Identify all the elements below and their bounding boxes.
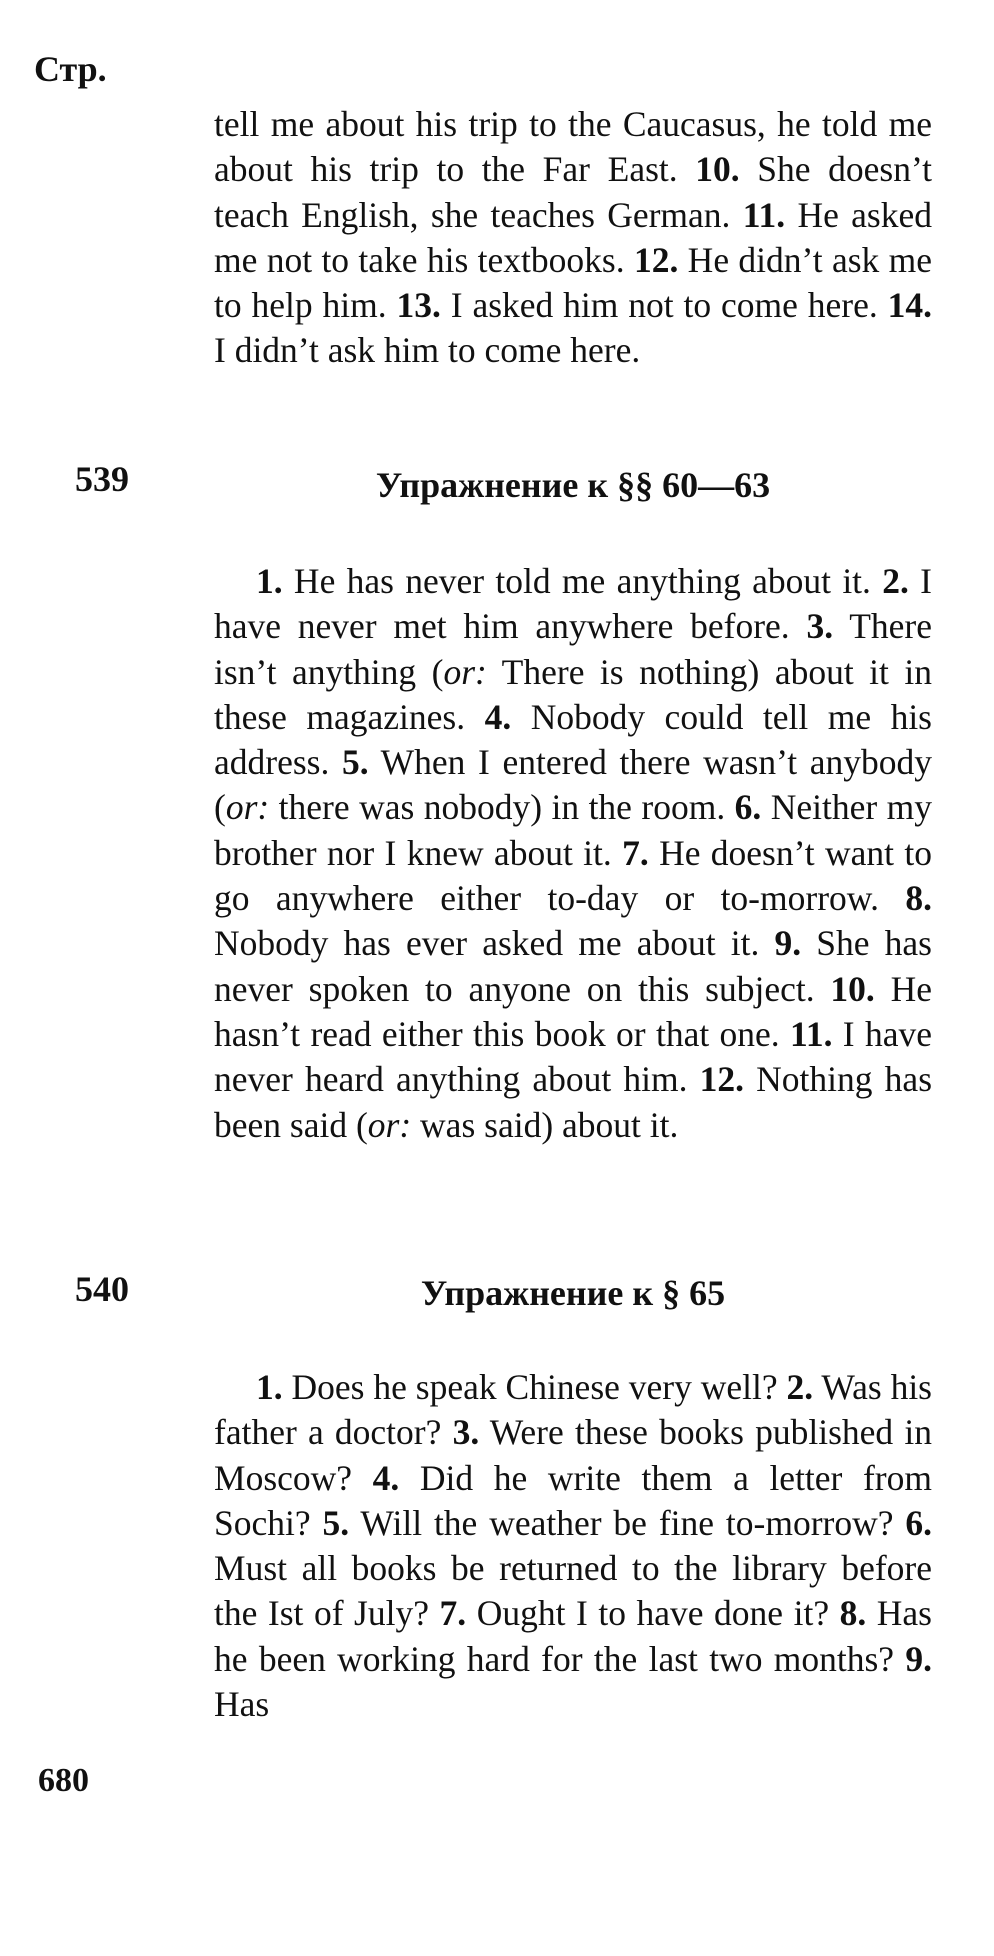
exercise-number: 539 <box>75 459 129 499</box>
text-run: He asked me not to take his textbooks. <box>214 194 932 280</box>
text-run: She doesn’t teach English, she teaches German. <box>214 149 932 235</box>
item-number: 14. <box>887 285 932 326</box>
item-number: 11. <box>790 1013 833 1054</box>
item-number: 5. <box>322 1502 350 1543</box>
alt-marker: or: <box>367 1104 412 1145</box>
text-run: Was his father a doctor? <box>214 1367 932 1453</box>
item-number: 4. <box>484 696 512 737</box>
text-run: Has he been working hard for the last two months? <box>214 1593 932 1679</box>
item-number: 2. <box>786 1367 814 1407</box>
text-run: Has <box>214 1684 270 1725</box>
continued-answers-block <box>214 102 932 374</box>
item-number: 9. <box>774 923 802 964</box>
text-run: Must all books be returned to the library before the Ist of July? <box>214 1548 932 1634</box>
text-run: He has never told me anything about it. <box>282 561 883 601</box>
text-run: There isn’t anything ( <box>214 606 932 692</box>
exercise-heading: Упражнение к § 65 <box>420 1273 726 1313</box>
page-number: 680 <box>38 1762 89 1799</box>
item-number: 10. <box>695 149 740 190</box>
text-run: was said) about it. <box>411 1104 679 1145</box>
item-number: 4. <box>372 1457 400 1498</box>
text-run: Neither my brother nor I knew about it. <box>214 787 932 873</box>
paragraph <box>214 1365 932 1727</box>
text-run: Were these books published in Moscow? <box>214 1412 932 1498</box>
exercise-answers-block <box>214 559 932 1148</box>
text-run: She has never spoken to anyone on this subject. <box>214 923 932 1009</box>
item-number: 5. <box>341 742 369 783</box>
text-run: Did he write them a letter from Sochi? <box>214 1457 932 1543</box>
item-number: 3. <box>452 1412 480 1453</box>
item-number: 6. <box>734 787 762 828</box>
item-number: 1. <box>256 561 283 601</box>
text-run: When I entered there wasn’t anybody ( <box>214 742 933 828</box>
exercise-heading: Упражнение к §§ 60—63 <box>375 465 771 505</box>
paragraph <box>214 102 932 374</box>
text-run: He hasn’t read either this book or that one. <box>214 968 932 1054</box>
exercise-answers-block <box>214 1365 932 1727</box>
item-number: 3. <box>806 606 834 647</box>
text-run: He doesn’t want to go anywhere either to-day or to-morrow. <box>214 832 932 919</box>
item-number: 13. <box>396 285 441 326</box>
text-run: Ought I to have done it? <box>466 1593 840 1634</box>
text-run: I asked him not to come here. <box>440 285 888 326</box>
running-head: Стр. <box>34 49 107 89</box>
text-run: I didn’t ask him to come here. <box>214 330 641 371</box>
text-run: I have never met him anywhere before. <box>214 561 932 647</box>
text-run: There is nothing) about it in these magazines. <box>214 651 932 737</box>
item-number: 7. <box>622 832 649 873</box>
alt-marker: or: <box>443 651 487 692</box>
item-number: 12. <box>699 1059 745 1100</box>
item-number: 2. <box>882 561 909 601</box>
item-number: 10. <box>830 968 875 1009</box>
text-run: tell me about his trip to the Caucasus, he told me about his trip to the Far East. <box>214 104 932 190</box>
item-number: 8. <box>839 1593 867 1634</box>
alt-marker: or: <box>225 787 270 828</box>
text-run: Does he speak Chinese very well? <box>282 1367 787 1407</box>
text-run: there was nobody) in the room. <box>269 787 735 828</box>
item-number: 12. <box>633 239 679 280</box>
item-number: 9. <box>905 1638 932 1679</box>
text-run: Will the weather be fine to-morrow? <box>349 1502 906 1543</box>
item-number: 11. <box>742 194 786 235</box>
item-number: 8. <box>905 878 932 919</box>
text-run: Nothing has been said ( <box>214 1059 933 1145</box>
paragraph <box>214 559 932 1148</box>
text-run: I have never heard anything about him. <box>214 1013 932 1100</box>
item-number: 1. <box>256 1367 283 1407</box>
item-number: 7. <box>439 1593 467 1634</box>
text-run: He didn’t ask me to help him. <box>214 239 932 326</box>
text-run: Nobody has ever asked me about it. <box>214 923 775 964</box>
text-run: Nobody could tell me his address. <box>214 696 932 783</box>
item-number: 6. <box>905 1502 932 1543</box>
exercise-number: 540 <box>75 1269 129 1309</box>
